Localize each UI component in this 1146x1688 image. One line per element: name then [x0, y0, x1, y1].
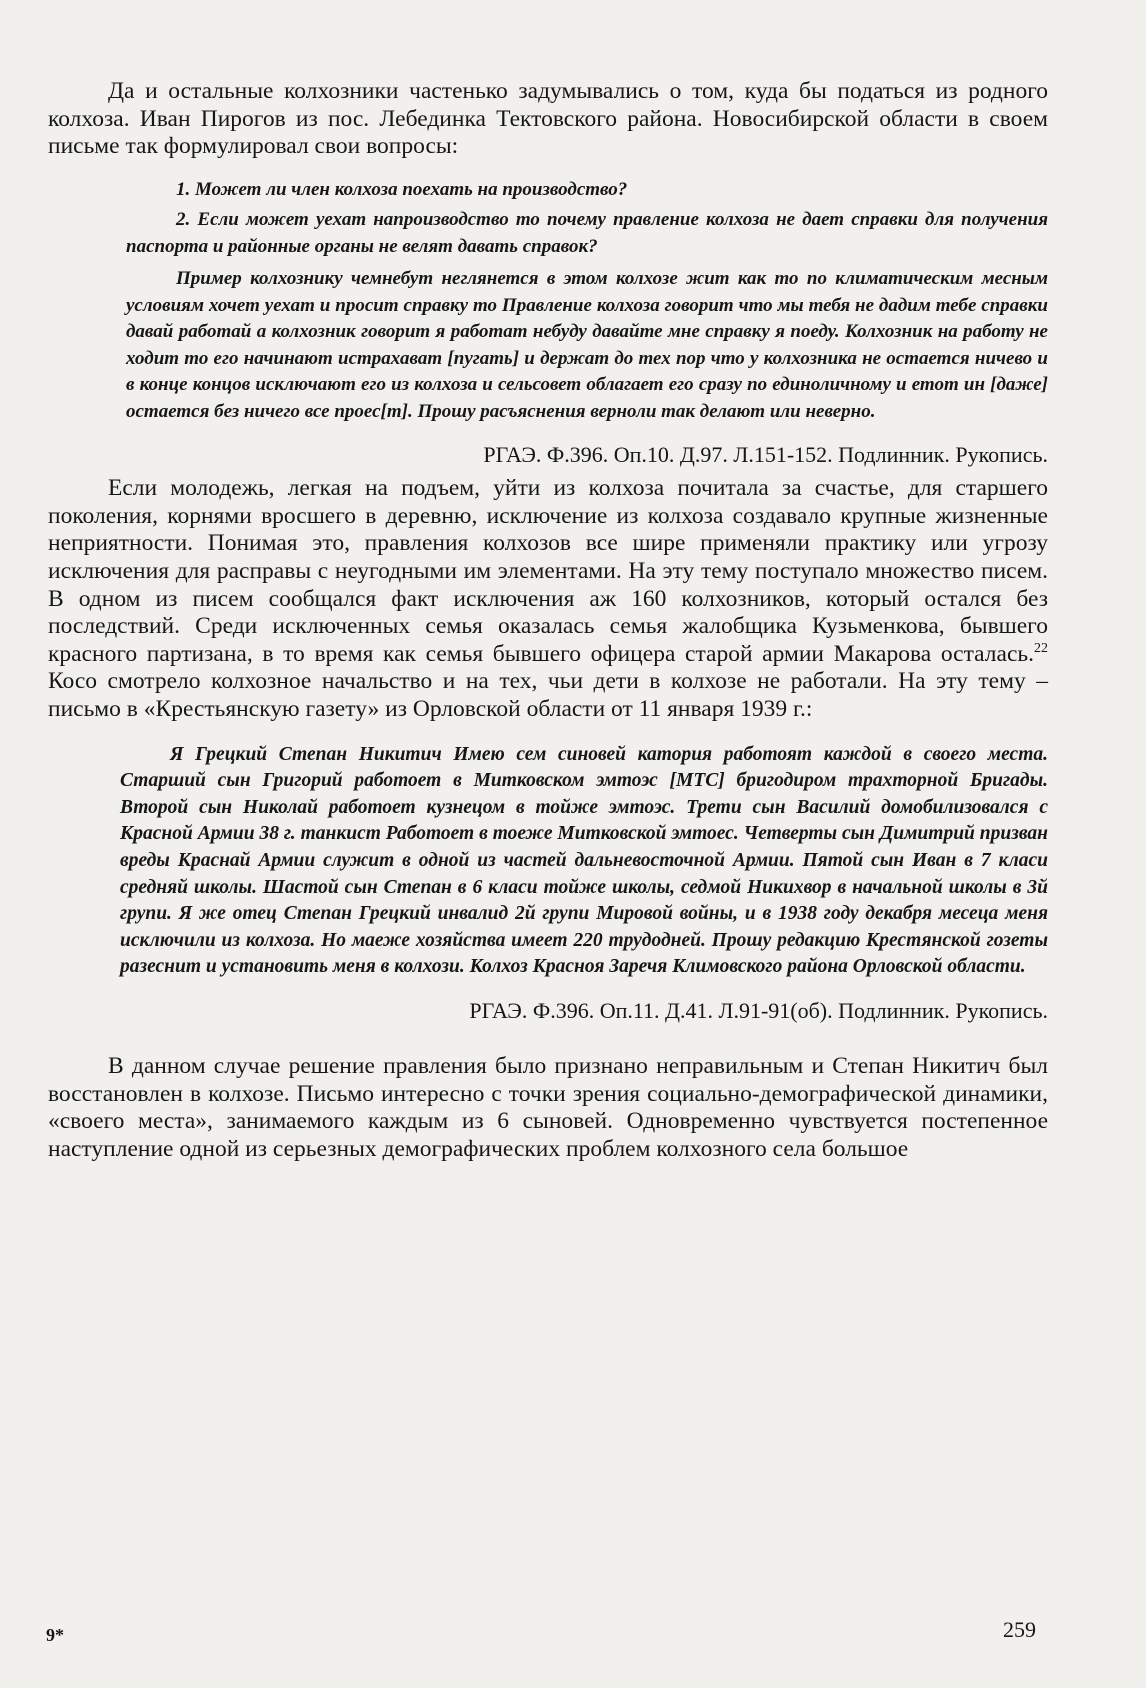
paragraph-intro: Да и остальные колхозники частенько задумывались о том, куда бы податься из родного колхоза. Иван Пирогов из пос. Лебединка Тектовского района. Новосибирской области в своем письме так формулировал свои вопросы:: [48, 78, 1048, 160]
page-footer: [46, 1617, 1036, 1655]
paragraph-exclusion: [48, 475, 1048, 723]
footnote-ref[interactable]: 22: [1034, 641, 1048, 657]
source-citation-2: РГАЭ. Ф.396. Оп.11. Д.41. Л.91-91(об). Подлинник. Рукопись.: [469, 997, 1048, 1023]
quote-item-2: 2. Если может уехат напроизводство то почему правление колхоза не дает справки для получения паспорта и районные органы не велят давать справок?: [126, 209, 1048, 257]
quote2-text: Я Грецкий Степан Никитич Имею сем синовей катория работоят каждой в своего места. Старший сын Григорий работоет в Митковском эмтоэс [МТС] бригодиром трахторной Бригады. Второй сын Николай работоет кузнецом в тойже эмтоэс. Трети сын Василий домобилизовался с Красной Армии 38 г. танкист Работоет в тоеже Митковской эмтоес. Четверты сын Димитрий призван вреды Краснай Армии служит в одной из частей дальневосточной Армии. Пятой сын Иван в 7 класи средняй школы. Шастой сын Степан в 6 класи тойже школы, седмой Никихвор в начальной школы в 3й групи. Я же отец Степан Грецкий инвалид 2й групи Мировой войны, и в 1938 году декабря месеца меня исключили из колхоза. Но маеже хозяйства имеет 220 трудодней. Прошу редакцию Крестянской гозеты разеснит и установить меня в колхози. Колхоз Красноя Заречя Климовского района Орловской области.: [120, 743, 1048, 978]
quote-example: Пример колхознику чемнебут неглянется в этом колхозе жит как то по климатическим месным условиям хочет уехат и просит справку то Правление колхоза говорит что мы тебя не дадим тебе справки давай работай а колхозник говорит я работат небуду давайте мне справку я поеду. Колхозник на работу не ходит то его начинают истрахават [пугать] и держат до тех пор что у колхозника не остается ничево и в конце концов исключают его из колхоза и сельсовет облагает его сразу по единоличному и етот ин [даже] остается без ничего все проес[т]. Прошу расъяснения верноли так делают или неверно.: [126, 268, 1048, 422]
quote-item-1: 1. Может ли член колхоза поехать на производство?: [176, 178, 628, 200]
paragraph-exclusion-part1: Если молодежь, легкая на подъем, уйти из колхоза почитала за счастье, для старшего поколения, корнями вросшего в деревню, исключение из колхоза создавало крупные жизненные неприятности. Понимая это, правления колхозов все шире применяли практику или угрозу исключения для расправы с неугодными им элементами. На эту тему поступало множество писем. В одном из писем сообщался факт исключения аж 160 колхозников, который остался без последствий. Среди исключенных семья оказалась семья жалобщика Кузьменкова, бывшего красного партизана, в то время как семья бывшего офицера старой армии Макарова осталась.: [48, 475, 1048, 667]
source-citation-1: РГАЭ. Ф.396. Оп.10. Д.97. Л.151-152. Подлинник. Рукопись.: [483, 442, 1048, 468]
letter-quote-gretsky: [120, 742, 1048, 981]
paragraph-conclusion: В данном случае решение правления было признано неправильным и Степан Никитич был восстановлен в колхозе. Письмо интересно с точки зрения социально-демографической динамики, «своего места», занимаемого каждым из 6 сыновей. Одновременно чувствуется постепенное наступление одной из серьезных демографических проблем колхозного села большое: [48, 1052, 1048, 1162]
signature-mark: 9*: [46, 1625, 64, 1645]
page-number: 259: [1003, 1617, 1036, 1642]
document-page: [48, 78, 1048, 1163]
letter-quote-pirogov: [126, 177, 1048, 426]
paragraph-exclusion-part2: Косо смотрело колхозное начальство и на тех, чьи дети в колхозе не работали. На эту тему – письмо в «Крестьянскую газету» из Орловской области от 11 января 1939 г.:: [48, 668, 1048, 723]
